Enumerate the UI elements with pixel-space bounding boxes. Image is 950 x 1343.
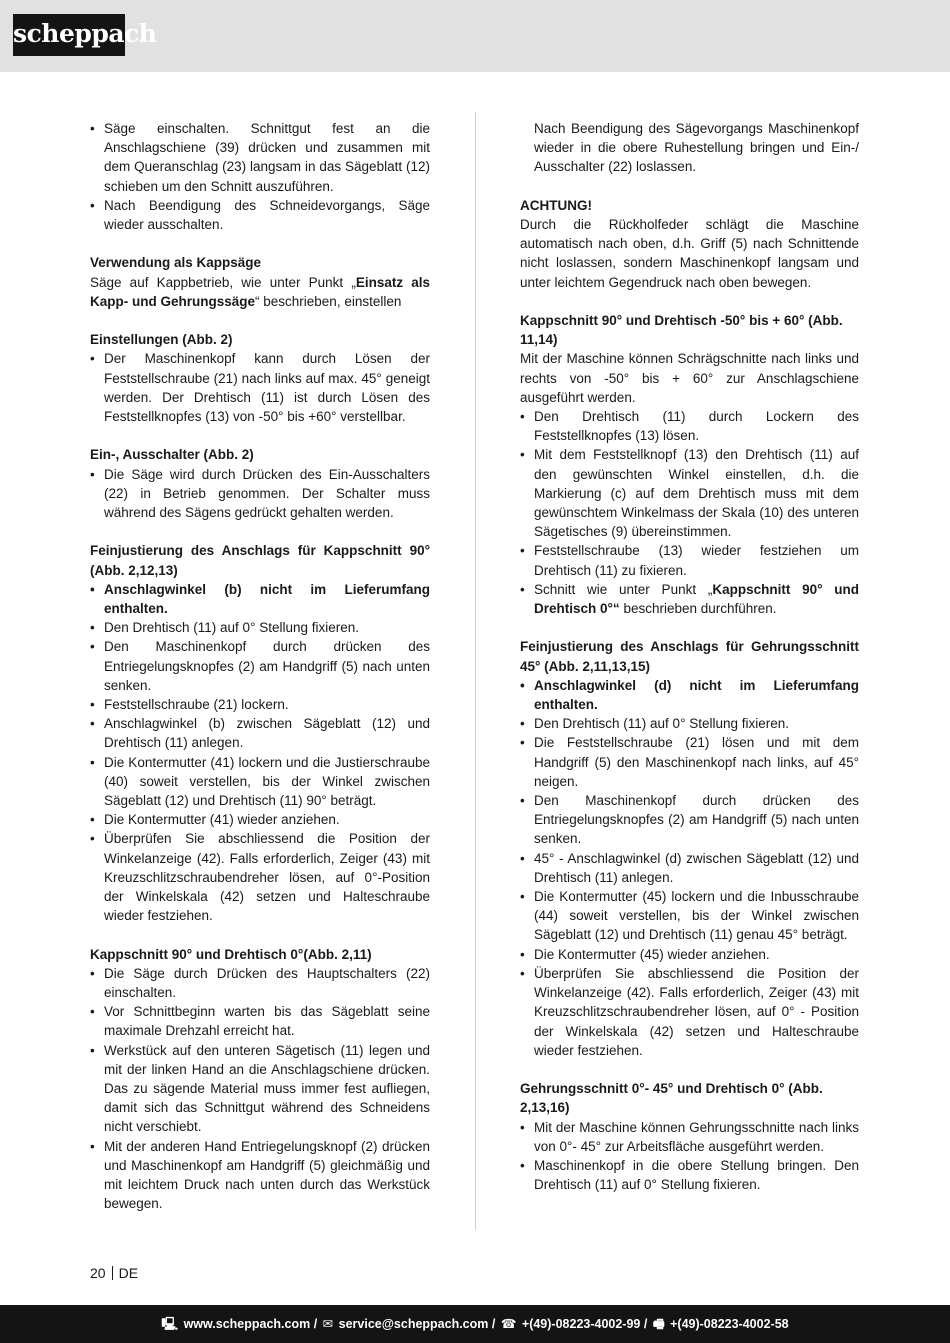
footer-phone: +(49)-08223-4002-99 / — [521, 1317, 648, 1331]
list-item: • Mit dem Feststellknopf (13) den Drehtisch (11) auf den gewünschten Winkel einstellen, d.h. die Markierung (c) auf dem Drehtisch muss mit dem gewünschtem Winkelmass der Skala (10) des unteren Sägetisches (9) übereinstimmen. — [520, 445, 859, 541]
list-item: • Schnitt wie unter Punkt „Kappschnitt 90° und Drehtisch 0°“ beschrieben durchführen. — [520, 580, 859, 618]
header-bar — [0, 0, 950, 72]
einstellungen-list — [90, 349, 430, 426]
page-language: DE — [118, 1265, 139, 1281]
list-item: • Die Kontermutter (41) wieder anziehen. — [90, 810, 430, 829]
kappschnitt-0-list — [90, 964, 430, 1214]
list-item: • Der Maschinenkopf kann durch Lösen der Feststellschraube (21) nach links auf max. 45° geneigt werden. Der Drehtisch (11) ist durch Lösen des Feststellknopfes (13) von -50° bis +60° verstellbar. — [90, 349, 430, 426]
feinjustierung-90-list — [90, 580, 430, 926]
section-heading-feinjustierung-45: Feinjustierung des Anschlags für Gehrungsschnitt 45° (Abb. 2,11,13,15) — [520, 639, 859, 674]
continuation-text: Nach Beendigung des Sägevorgangs Maschinenkopf wieder in die obere Ruhestellung bringen und Ein-/ Ausschalter (22) loslassen. — [534, 121, 859, 175]
list-item: • Die Kontermutter (41) lockern und die Justierschraube (40) soweit verstellen, bis der Winkel zwischen Sägeblatt (12) und Drehtisch (11) 90° beträgt. — [90, 753, 430, 811]
list-item: • Mit der anderen Hand Entriegelungsknopf (2) drücken und Maschinenkopf am Handgriff (5) gleichmäßig und mit leichtem Druck nach unten durch das Werkstück bewegen. — [90, 1137, 430, 1214]
section-heading-einstellungen: Einstellungen (Abb. 2) — [90, 332, 233, 348]
envelope-icon: ✉ — [322, 1317, 334, 1331]
feinjustierung-45-list — [520, 676, 859, 1060]
gehrungsschnitt-list — [520, 1118, 859, 1195]
page-number-separator — [112, 1266, 113, 1280]
list-item: • Säge einschalten. Schnittgut fest an die Anschlagschiene (39) drücken und zusammen mit dem Queranschlag (23) langsam in das Sägeblatt (12) schieben um den Schnitt auszuführen. — [90, 119, 430, 196]
list-item: • Vor Schnittbeginn warten bis das Sägeblatt seine maximale Drehzahl erreicht hat. — [90, 1002, 430, 1040]
footer-mail: service@scheppach.com / — [338, 1317, 496, 1331]
achtung-text: Durch die Rückholfeder schlägt die Maschine automatisch nach oben, d.h. Griff (5) nach Schnittende nicht loslassen, sondern Maschinenkopf langsam und unter leichtem Gegendruck nach oben bewegen. — [520, 217, 859, 290]
intro-list — [90, 119, 430, 234]
drehtisch-text: Mit der Maschine können Schrägschnitte nach links und rechts von -50° bis + 60° zur Anschlagschiene ausgeführt werden. — [520, 351, 859, 405]
footer-fax: +(49)-08223-4002-58 — [670, 1317, 789, 1331]
list-item: • Überprüfen Sie abschliessend die Position der Winkelanzeige (42). Falls erforderlich, Zeiger (43) mit Kreuzschlitzschraubendreher lösen, auf 0° - Position der Winkelskala (42) setzen und Halteschraube wieder festziehen. — [520, 964, 859, 1060]
section-heading-drehtisch: Kappschnitt 90° und Drehtisch -50° bis + 60° (Abb. 11,14) — [520, 313, 843, 348]
section-heading-schalter: Ein-, Ausschalter (Abb. 2) — [90, 447, 254, 463]
list-item: • Den Drehtisch (11) auf 0° Stellung fixieren. — [90, 618, 430, 637]
section-heading-kappschnitt-0: Kappschnitt 90° und Drehtisch 0°(Abb. 2,11) — [90, 946, 372, 962]
list-item: • Mit der Maschine können Gehrungsschnitte nach links von 0°- 45° zur Arbeitsfläche ausgeführt werden. — [520, 1118, 859, 1156]
section-heading-feinjustierung-90: Feinjustierung des Anschlags für Kappschnitt 90° (Abb. 2,12,13) — [90, 543, 430, 578]
brand-logo: scheppach — [13, 14, 125, 56]
list-item: • Den Maschinenkopf durch drücken des Entriegelungsknopfes (2) am Handgriff (5) nach unten senken. — [90, 637, 430, 695]
list-item: • Die Kontermutter (45) wieder anziehen. — [520, 945, 859, 964]
list-item: • 45° - Anschlagwinkel (d) zwischen Sägeblatt (12) und Drehtisch (11) anlegen. — [520, 849, 859, 887]
fax-icon: 🖷 — [652, 1317, 665, 1331]
list-item: • Die Feststellschraube (21) lösen und mit dem Handgriff (5) den Maschinenkopf nach links, auf 45° neigen. — [520, 733, 859, 791]
phone-icon: ☎ — [500, 1317, 517, 1331]
list-item: • Die Säge wird durch Drücken des Ein-Ausschalters (22) in Betrieb genommen. Der Schalter muss während des Sägens gedrückt gehalten werden. — [90, 465, 430, 523]
list-item: • Den Maschinenkopf durch drücken des Entriegelungsknopfes (2) am Handgriff (5) nach unten senken. — [520, 791, 859, 849]
drehtisch-list — [520, 407, 859, 618]
list-item: • Maschinenkopf in die obere Stellung bringen. Den Drehtisch (11) auf 0° Stellung fixieren. — [520, 1156, 859, 1194]
list-item: • Den Drehtisch (11) durch Lockern des Feststellknopfes (13) lösen. — [520, 407, 859, 445]
left-column — [90, 119, 430, 1214]
list-item: • Die Säge durch Drücken des Hauptschalters (22) einschalten. — [90, 964, 430, 1002]
page-number-value: 20 — [90, 1265, 106, 1281]
column-divider — [475, 112, 476, 1230]
kappsaege-text: Säge auf Kappbetrieb, wie unter Punkt „Einsatz als Kapp- und Gehrungssäge“ beschrieben, einstellen — [90, 274, 430, 309]
right-column — [520, 119, 859, 1194]
footer-web: www.scheppach.com / — [183, 1317, 318, 1331]
list-item: • Werkstück auf den unteren Sägetisch (11) legen und mit der linken Hand an die Anschlagschiene drücken. Das zu sägende Material muss immer fest aufliegen, damit sich das Schnittgut während des Schneidens nicht verschiebt. — [90, 1041, 430, 1137]
list-item-bold: • Anschlagwinkel (d) nicht im Lieferumfang enthalten. — [520, 676, 859, 714]
section-heading-gehrungsschnitt: Gehrungsschnitt 0°- 45° und Drehtisch 0° (Abb. 2,13,16) — [520, 1081, 823, 1116]
list-item-bold: • Anschlagwinkel (b) nicht im Lieferumfang enthalten. — [90, 580, 430, 618]
section-heading-achtung: ACHTUNG! — [520, 197, 592, 213]
list-item: • Die Kontermutter (45) lockern und die Inbusschraube (44) soweit verstellen, bis der Winkel zwischen Sägeblatt (12) und Drehtisch (11) genau 45° beträgt. — [520, 887, 859, 945]
list-item: • Überprüfen Sie abschliessend die Position der Winkelanzeige (42). Falls erforderlich, Zeiger (43) mit Kreuzschlitzschraubendreher lösen, auf 0°-Position der Winkelskala (42) setzen und Halteschraube wieder festziehen. — [90, 829, 430, 925]
computer-icon: 🖳 — [161, 1317, 179, 1331]
list-item: • Den Drehtisch (11) auf 0° Stellung fixieren. — [520, 714, 859, 733]
schalter-list — [90, 465, 430, 523]
list-item: • Nach Beendigung des Schneidevorgangs, Säge wieder ausschalten. — [90, 196, 430, 234]
list-item: • Anschlagwinkel (b) zwischen Sägeblatt (12) und Drehtisch (11) anlegen. — [90, 714, 430, 752]
section-heading-kappsaege: Verwendung als Kappsäge — [90, 255, 262, 271]
list-item: • Feststellschraube (21) lockern. — [90, 695, 430, 714]
page-number — [90, 1265, 138, 1281]
footer-contact-bar — [0, 1305, 950, 1343]
list-item: • Feststellschraube (13) wieder festziehen um Drehtisch (11) zu fixieren. — [520, 541, 859, 579]
